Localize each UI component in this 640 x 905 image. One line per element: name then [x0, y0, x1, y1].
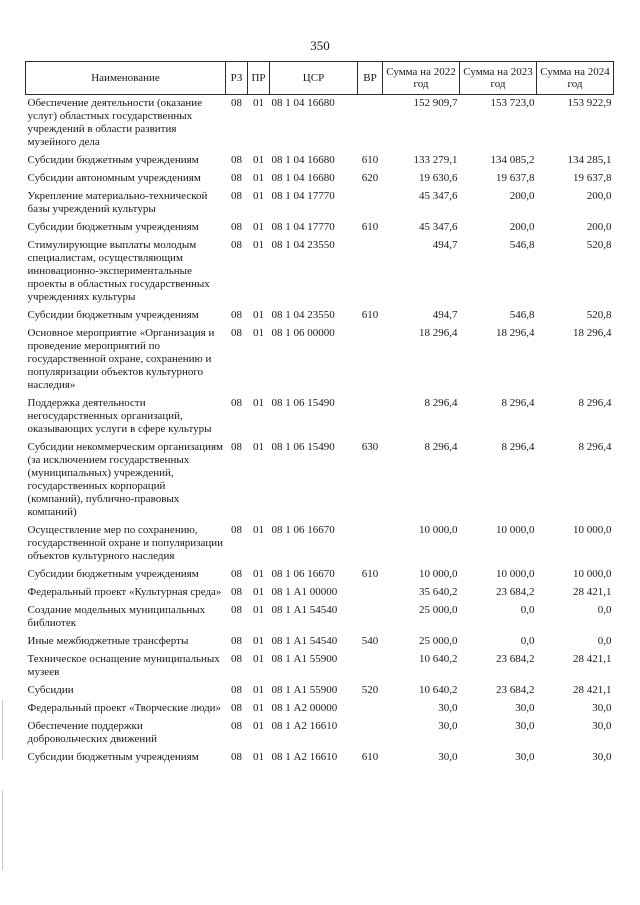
cell-sum-2022: 30,0 — [438, 702, 458, 714]
cell-csr: 08 1 04 16680 — [271, 154, 335, 166]
cell-sum-2024: 134 285,1 — [567, 154, 612, 166]
cell-sum-2023: 8 296,4 — [501, 397, 535, 409]
budget-table — [25, 61, 614, 767]
cell-sum-2023: 10 000,0 — [496, 524, 535, 536]
cell-pr: 01 — [253, 604, 264, 616]
cell-rz: 08 — [231, 604, 242, 616]
cell-sum-2024: 10 000,0 — [573, 524, 612, 536]
cell-csr: 08 1 А2 00000 — [271, 702, 338, 714]
cell-vr: 610 — [361, 568, 379, 580]
cell-name: Обеспечение поддержки добровольческих движений — [27, 720, 158, 745]
cell-vr — [358, 700, 383, 718]
cell-vr: 620 — [361, 172, 379, 184]
cell-rz: 08 — [231, 751, 242, 763]
cell-name: Стимулирующие выплаты молодым специалистам, осуществляющим инновационно-экспериментальные проекты в областных государственных учреждениях культуры — [27, 239, 210, 303]
cell-vr: 610 — [361, 154, 379, 166]
cell-csr: 08 1 06 16670 — [271, 568, 335, 580]
cell-rz: 08 — [231, 441, 242, 453]
cell-sum-2023: 200,0 — [509, 190, 535, 202]
cell-sum-2022: 8 296,4 — [424, 441, 458, 453]
cell-csr: 08 1 А1 00000 — [271, 586, 338, 598]
cell-rz: 08 — [231, 684, 242, 696]
cell-vr — [358, 651, 383, 682]
cell-sum-2024: 520,8 — [586, 239, 612, 251]
cell-sum-2022: 494,7 — [432, 239, 458, 251]
cell-rz: 08 — [231, 635, 242, 647]
cell-sum-2023: 30,0 — [515, 720, 535, 732]
cell-vr: 630 — [361, 441, 379, 453]
cell-name: Поддержка деятельности негосударственных организаций, оказывающих услуги в сфере культуры — [27, 397, 212, 435]
cell-sum-2023: 8 296,4 — [501, 441, 535, 453]
cell-sum-2024: 10 000,0 — [573, 568, 612, 580]
cell-sum-2024: 200,0 — [586, 190, 612, 202]
cell-pr: 01 — [253, 568, 264, 580]
header-rz: РЗ — [226, 62, 248, 95]
cell-rz: 08 — [231, 653, 242, 665]
cell-sum-2023: 30,0 — [515, 702, 535, 714]
cell-name: Укрепление материально-технической базы учреждений культуры — [27, 190, 208, 215]
cell-sum-2023: 23 684,2 — [496, 586, 535, 598]
cell-name: Федеральный проект «Творческие люди» — [27, 702, 222, 714]
cell-vr: 610 — [361, 309, 379, 321]
cell-name: Основное мероприятие «Организация и проведение мероприятий по государственной охране, сохранению и популяризации объектов культурного наследия» — [27, 327, 215, 391]
cell-sum-2024: 520,8 — [586, 309, 612, 321]
cell-pr: 01 — [253, 239, 264, 251]
cell-sum-2022: 25 000,0 — [419, 604, 458, 616]
cell-sum-2022: 19 630,6 — [419, 172, 458, 184]
cell-sum-2024: 19 637,8 — [573, 172, 612, 184]
cell-name: Обеспечение деятельности (оказание услуг) областных государственных учреждений в области развития музейного дела — [27, 97, 203, 148]
cell-sum-2023: 0,0 — [520, 604, 535, 616]
table-row — [26, 170, 614, 188]
cell-name: Субсидии бюджетным учреждениям — [27, 309, 199, 321]
cell-pr: 01 — [253, 441, 264, 453]
table-row — [26, 651, 614, 682]
cell-sum-2023: 23 684,2 — [496, 684, 535, 696]
cell-name: Субсидии бюджетным учреждениям — [27, 568, 199, 580]
cell-name: Субсидии бюджетным учреждениям — [27, 221, 199, 233]
cell-csr: 08 1 06 15490 — [271, 441, 335, 453]
cell-vr: 520 — [361, 684, 379, 696]
cell-vr: 610 — [361, 751, 379, 763]
cell-name: Субсидии — [27, 684, 74, 696]
cell-sum-2024: 153 922,9 — [567, 97, 612, 109]
cell-sum-2024: 0,0 — [597, 604, 612, 616]
cell-name: Осуществление мер по сохранению, государственной охране и популяризации объектов культурного наследия — [27, 524, 224, 562]
header-vr: ВР — [358, 62, 383, 95]
cell-sum-2022: 35 640,2 — [419, 586, 458, 598]
header-name: Наименование — [26, 62, 226, 95]
cell-sum-2023: 10 000,0 — [496, 568, 535, 580]
cell-sum-2022: 10 000,0 — [419, 524, 458, 536]
table-row — [26, 682, 614, 700]
cell-csr: 08 1 А1 54540 — [271, 635, 338, 647]
table-row — [26, 522, 614, 566]
table-row — [26, 395, 614, 439]
cell-rz: 08 — [231, 720, 242, 732]
cell-rz: 08 — [231, 221, 242, 233]
cell-sum-2024: 30,0 — [592, 720, 612, 732]
cell-name: Субсидии бюджетным учреждениям — [27, 751, 199, 763]
cell-name: Субсидии бюджетным учреждениям — [27, 154, 199, 166]
cell-rz: 08 — [231, 239, 242, 251]
cell-pr: 01 — [253, 309, 264, 321]
cell-vr — [358, 395, 383, 439]
cell-sum-2022: 152 909,7 — [413, 97, 458, 109]
cell-sum-2024: 28 421,1 — [573, 653, 612, 665]
cell-rz: 08 — [231, 702, 242, 714]
table-row — [26, 325, 614, 395]
cell-sum-2022: 133 279,1 — [413, 154, 458, 166]
cell-csr: 08 1 06 16670 — [271, 524, 335, 536]
cell-rz: 08 — [231, 397, 242, 409]
cell-vr — [358, 522, 383, 566]
cell-sum-2023: 546,8 — [509, 239, 535, 251]
cell-sum-2023: 0,0 — [520, 635, 535, 647]
cell-vr — [358, 95, 383, 153]
cell-sum-2022: 10 000,0 — [419, 568, 458, 580]
cell-rz: 08 — [231, 586, 242, 598]
cell-vr: 540 — [361, 635, 379, 647]
cell-sum-2023: 19 637,8 — [496, 172, 535, 184]
cell-pr: 01 — [253, 190, 264, 202]
cell-csr: 08 1 06 00000 — [271, 327, 335, 339]
cell-pr: 01 — [253, 172, 264, 184]
table-row — [26, 602, 614, 633]
table-row — [26, 718, 614, 749]
table-row — [26, 749, 614, 767]
cell-sum-2024: 30,0 — [592, 751, 612, 763]
cell-rz: 08 — [231, 309, 242, 321]
cell-pr: 01 — [253, 327, 264, 339]
cell-csr: 08 1 04 17770 — [271, 221, 335, 233]
cell-sum-2022: 18 296,4 — [419, 327, 458, 339]
cell-pr: 01 — [253, 97, 264, 109]
table-row — [26, 95, 614, 153]
cell-csr: 08 1 А2 16610 — [271, 751, 338, 763]
cell-sum-2023: 546,8 — [509, 309, 535, 321]
cell-name: Создание модельных муниципальных библиотек — [27, 604, 206, 629]
cell-name: Субсидии автономным учреждениям — [27, 172, 201, 184]
cell-rz: 08 — [231, 568, 242, 580]
cell-vr — [358, 325, 383, 395]
cell-rz: 08 — [231, 327, 242, 339]
cell-pr: 01 — [253, 586, 264, 598]
table-row — [26, 307, 614, 325]
table-row — [26, 219, 614, 237]
cell-sum-2023: 200,0 — [509, 221, 535, 233]
cell-pr: 01 — [253, 751, 264, 763]
cell-csr: 08 1 04 16680 — [271, 97, 335, 109]
cell-sum-2024: 28 421,1 — [573, 586, 612, 598]
table-row — [26, 584, 614, 602]
table-row — [26, 700, 614, 718]
cell-vr — [358, 237, 383, 307]
cell-csr: 08 1 04 23550 — [271, 309, 335, 321]
cell-vr — [358, 718, 383, 749]
cell-pr: 01 — [253, 653, 264, 665]
cell-rz: 08 — [231, 524, 242, 536]
cell-pr: 01 — [253, 635, 264, 647]
cell-sum-2022: 45 347,6 — [419, 221, 458, 233]
cell-sum-2023: 23 684,2 — [496, 653, 535, 665]
table-row — [26, 188, 614, 219]
cell-sum-2024: 0,0 — [597, 635, 612, 647]
cell-csr: 08 1 А1 55900 — [271, 653, 338, 665]
cell-sum-2022: 45 347,6 — [419, 190, 458, 202]
cell-pr: 01 — [253, 524, 264, 536]
cell-vr — [358, 584, 383, 602]
margin-mark — [2, 700, 3, 760]
cell-csr: 08 1 04 23550 — [271, 239, 335, 251]
table-row — [26, 439, 614, 522]
header-csr: ЦСР — [270, 62, 358, 95]
cell-rz: 08 — [231, 172, 242, 184]
cell-name: Субсидии некоммерческим организациям (за исключением государственных (муниципальных) учреждений, государственных корпораций (компаний), публично-правовых компаний) — [27, 441, 223, 518]
cell-sum-2024: 200,0 — [586, 221, 612, 233]
cell-rz: 08 — [231, 97, 242, 109]
table-row — [26, 566, 614, 584]
margin-mark — [2, 790, 3, 870]
cell-csr: 08 1 А1 55900 — [271, 684, 338, 696]
cell-sum-2022: 25 000,0 — [419, 635, 458, 647]
cell-pr: 01 — [253, 720, 264, 732]
table-row — [26, 152, 614, 170]
cell-vr: 610 — [361, 221, 379, 233]
header-pr: ПР — [248, 62, 270, 95]
cell-name: Федеральный проект «Культурная среда» — [27, 586, 222, 598]
cell-name: Иные межбюджетные трансферты — [27, 635, 189, 647]
page-number: 350 — [310, 38, 330, 53]
cell-sum-2023: 153 723,0 — [490, 97, 535, 109]
cell-sum-2023: 30,0 — [515, 751, 535, 763]
cell-sum-2023: 18 296,4 — [496, 327, 535, 339]
cell-rz: 08 — [231, 190, 242, 202]
header-sum-2024: Сумма на 2024 год — [537, 62, 614, 95]
table-row — [26, 237, 614, 307]
cell-sum-2022: 8 296,4 — [424, 397, 458, 409]
cell-csr: 08 1 04 16680 — [271, 172, 335, 184]
table-row — [26, 633, 614, 651]
cell-sum-2022: 10 640,2 — [419, 653, 458, 665]
header-sum-2023: Сумма на 2023 год — [460, 62, 537, 95]
header-sum-2022: Сумма на 2022 год — [383, 62, 460, 95]
cell-name: Техническое оснащение муниципальных музеев — [27, 653, 220, 678]
cell-sum-2024: 30,0 — [592, 702, 612, 714]
cell-sum-2024: 28 421,1 — [573, 684, 612, 696]
cell-csr: 08 1 04 17770 — [271, 190, 335, 202]
cell-pr: 01 — [253, 702, 264, 714]
cell-pr: 01 — [253, 221, 264, 233]
cell-vr — [358, 602, 383, 633]
cell-sum-2022: 10 640,2 — [419, 684, 458, 696]
cell-rz: 08 — [231, 154, 242, 166]
cell-csr: 08 1 06 15490 — [271, 397, 335, 409]
cell-csr: 08 1 А2 16610 — [271, 720, 338, 732]
cell-pr: 01 — [253, 684, 264, 696]
cell-sum-2022: 30,0 — [438, 720, 458, 732]
table-body — [26, 95, 614, 768]
cell-csr: 08 1 А1 54540 — [271, 604, 338, 616]
table-header-row — [26, 62, 614, 95]
cell-sum-2024: 8 296,4 — [578, 397, 612, 409]
cell-pr: 01 — [253, 154, 264, 166]
cell-sum-2022: 30,0 — [438, 751, 458, 763]
cell-sum-2024: 8 296,4 — [578, 441, 612, 453]
cell-sum-2023: 134 085,2 — [490, 154, 535, 166]
cell-sum-2024: 18 296,4 — [573, 327, 612, 339]
cell-vr — [358, 188, 383, 219]
cell-pr: 01 — [253, 397, 264, 409]
cell-sum-2022: 494,7 — [432, 309, 458, 321]
